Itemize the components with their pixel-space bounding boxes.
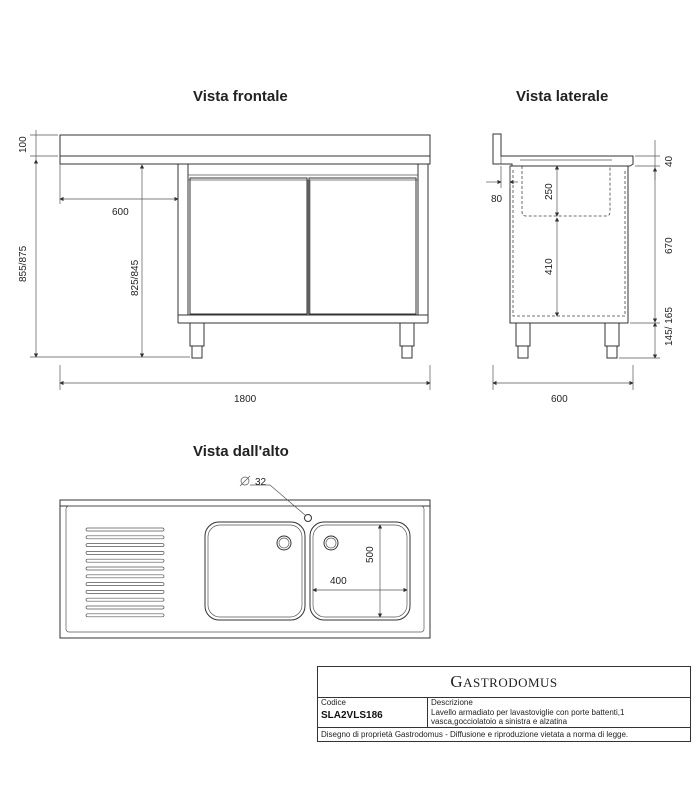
dim-total-height: 855/875 — [18, 245, 29, 282]
top-view — [60, 443, 430, 638]
side-view — [486, 88, 675, 405]
dim-drainer-width: 600 — [112, 207, 129, 218]
ownership-notice: Disegno di proprietà Gastrodomus - Diffusione e riproduzione vietata a norma di legge. — [318, 727, 690, 742]
dim-feet: 145/ 165 — [664, 307, 675, 346]
logo-row — [318, 667, 690, 698]
dim-depth: 600 — [551, 394, 568, 405]
code-label: Codice — [321, 698, 346, 707]
front-feet — [190, 323, 414, 358]
gastrodomus-logo: GASTRODOMUS — [450, 672, 558, 691]
front-cabinet — [178, 164, 428, 323]
dim-bowl-depth: 250 — [544, 183, 555, 200]
code-value: SLA2VLS186 — [321, 710, 383, 721]
dim-total-length: 1800 — [234, 394, 257, 405]
dim-tap-hole: 32 — [255, 477, 267, 488]
dim-overhang: 80 — [491, 194, 503, 205]
front-view — [18, 88, 430, 405]
front-door-left — [190, 178, 307, 314]
dim-upstand: 40 — [664, 155, 675, 167]
side-view-title: Vista laterale — [516, 88, 609, 105]
side-bowl-hidden — [522, 166, 610, 216]
code-cell — [318, 697, 428, 727]
top-view-title: Vista dall'alto — [193, 443, 289, 460]
dim-cabinet-height: 825/845 — [130, 259, 141, 296]
front-view-title: Vista frontale — [193, 88, 288, 105]
front-door-right — [309, 178, 416, 314]
description-value: Lavello armadiato per lavastoviglie con porte battenti,1 vasca,gocciolatoio a sinistra e alzatina — [431, 708, 625, 726]
dim-bowl-length: 500 — [365, 546, 376, 563]
dim-inner-height: 410 — [544, 258, 555, 275]
dim-backsplash: 100 — [18, 136, 29, 153]
title-block — [317, 666, 691, 742]
description-label: Descrizione — [431, 698, 473, 707]
description-cell — [428, 697, 690, 727]
dim-bowl-width: 400 — [330, 576, 347, 587]
dim-body-height: 670 — [664, 237, 675, 254]
front-worktop — [60, 135, 430, 164]
side-feet — [516, 323, 619, 358]
